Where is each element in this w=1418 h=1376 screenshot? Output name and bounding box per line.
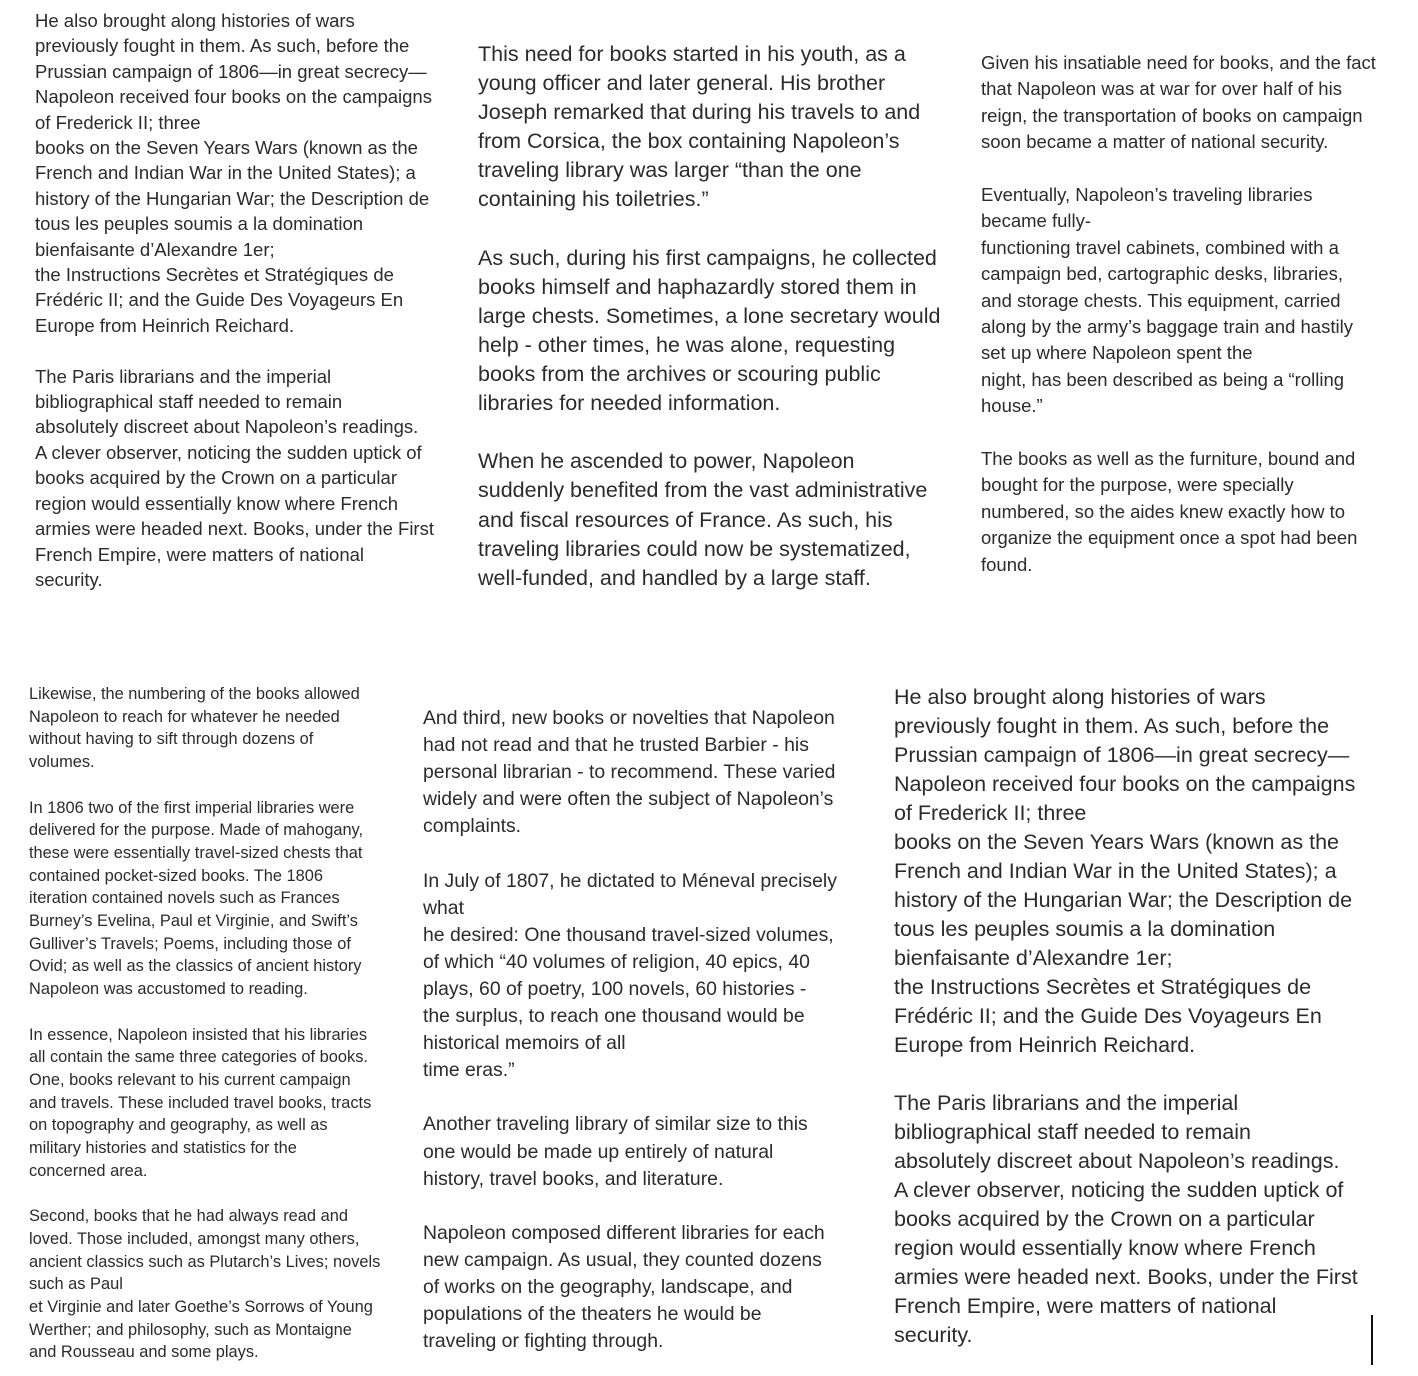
paragraph: In essence, Napoleon insisted that his libraries all contain the same three categories of books. One, books relevant to his current campaign and travels. These included travel books, tracts on topography and geography, as well as military histories and statistics for the concerned area. (29, 1025, 372, 1180)
paragraph: Napoleon composed different libraries for each new campaign. As usual, they counted dozens of works on the geography, landscape, and populations of the theaters he would be traveling or fighting through. (423, 1221, 825, 1353)
paragraph: Eventually, Napoleon’s traveling libraries became fully- functioning travel cabinets, combined with a campaign bed, cartographic desks, libraries, and storage chests. This equipment, carried along by the army’s baggage train and hastily set up where Napoleon spent the night, has been described as being a “rolling house.” (981, 184, 1353, 417)
text-column-top-middle (478, 40, 958, 593)
text-column-bottom-middle (423, 705, 868, 1355)
paragraph: In July of 1807, he dictated to Méneval precisely what he desired: One thousand travel-sized volumes, of which “40 volumes of religion, 40 epics, 40 plays, 60 of poetry, 100 novels, 60 histories - the surplus, to reach one thousand would be historical memoirs of all time eras.” (423, 869, 837, 1082)
paragraph: Given his insatiable need for books, and the fact that Napoleon was at war for over half of his reign, the transportation of books on campaign soon became a matter of national security. (981, 52, 1376, 153)
paragraph: In 1806 two of the first imperial libraries were delivered for the purpose. Made of mahogany, these were essentially travel-sized chests that contained pocket-sized books. The 1806 iteration contained novels such as Frances Burney’s Evelina, Paul et Virginie, and Swift’s Gulliver’s Travels; Poems, including those of Ovid; as well as the classics of ancient history Napoleon was accustomed to reading. (29, 798, 364, 999)
paragraph: As such, during his first campaigns, he collected books himself and haphazardly stored them in large chests. Sometimes, a lone secretary would help - other times, he was alone, requesting books from the archives or scouring public libraries for needed information. (478, 245, 941, 416)
text-column-bottom-right (894, 683, 1374, 1350)
paragraph: The books as well as the furniture, bound and bought for the purpose, were specially numbered, so the aides knew exactly how to organize the equipment once a spot had been found. (981, 448, 1358, 575)
paragraph: Likewise, the numbering of the books allowed Napoleon to reach for whatever he needed without having to sift through dozens of volumes. (29, 685, 360, 772)
text-column-bottom-left (29, 683, 404, 1364)
text-column-top-right (981, 50, 1411, 578)
paragraph: He also brought along histories of wars previously fought in them. As such, before the Prussian campaign of 1806—in great secrecy— Napoleon received four books on the campaigns of Frederick II; three books on the Seven Years Wars (known as the French and Indian War in the United States); a history of the Hungarian War; the Description de tous les peuples soumis a la domination bienfaisante d’Alexandre 1er; the Instructions Secrètes et Stratégiques de Frédéric II; and the Guide Des Voyageurs En Europe from Heinrich Reichard. (35, 10, 432, 336)
paragraph: This need for books started in his youth, as a young officer and later general. His brother Joseph remarked that during his travels to and from Corsica, the box containing Napoleon’s traveling library was larger “than the one containing his toiletries.” (478, 42, 921, 212)
paragraph: When he ascended to power, Napoleon suddenly benefited from the vast administrative and fiscal resources of France. As such, his traveling libraries could now be systematized, well-funded, and handled by a large staff. (478, 449, 928, 590)
paragraph: And third, new books or novelties that Napoleon had not read and that he trusted Barbier - his personal librarian - to recommend. These varied widely and were often the subject of Napoleon’s complaints. (423, 707, 836, 838)
text-column-top-left (35, 8, 455, 592)
text-cursor (1371, 1315, 1373, 1365)
paragraph: Another traveling library of similar size to this one would be made up entirely of natural history, travel books, and literature. (423, 1113, 808, 1190)
paragraph: Second, books that he had always read and loved. Those included, amongst many others, ancient classics such as Plutarch’s Lives; novels such as Paul et Virginie and later Goethe’s Sorrows of Young Werther; and philosophy, such as Montaigne and Rousseau and some plays. (29, 1207, 381, 1362)
paragraph: He also brought along histories of wars previously fought in them. As such, before the Prussian campaign of 1806—in great secrecy— Napoleon received four books on the campaigns of Frederick II; three books on the Seven Years Wars (known as the French and Indian War in the United States); a history of the Hungarian War; the Description de tous les peuples soumis a la domination bienfaisante d’Alexandre 1er; the Instructions Secrètes et Stratégiques de Frédéric II; and the Guide Des Voyageurs En Europe from Heinrich Reichard. (894, 685, 1356, 1057)
paragraph: The Paris librarians and the imperial bibliographical staff needed to remain absolutely discreet about Napoleon’s readings. A clever observer, noticing the sudden uptick of books acquired by the Crown on a particular region would essentially know where French armies were headed next. Books, under the First French Empire, were matters of national security. (35, 365, 434, 590)
paragraph: The Paris librarians and the imperial bibliographical staff needed to remain absolutely discreet about Napoleon’s readings. A clever observer, noticing the sudden uptick of books acquired by the Crown on a particular region would essentially know where French armies were headed next. Books, under the First French Empire, were matters of national security. (894, 1091, 1358, 1347)
